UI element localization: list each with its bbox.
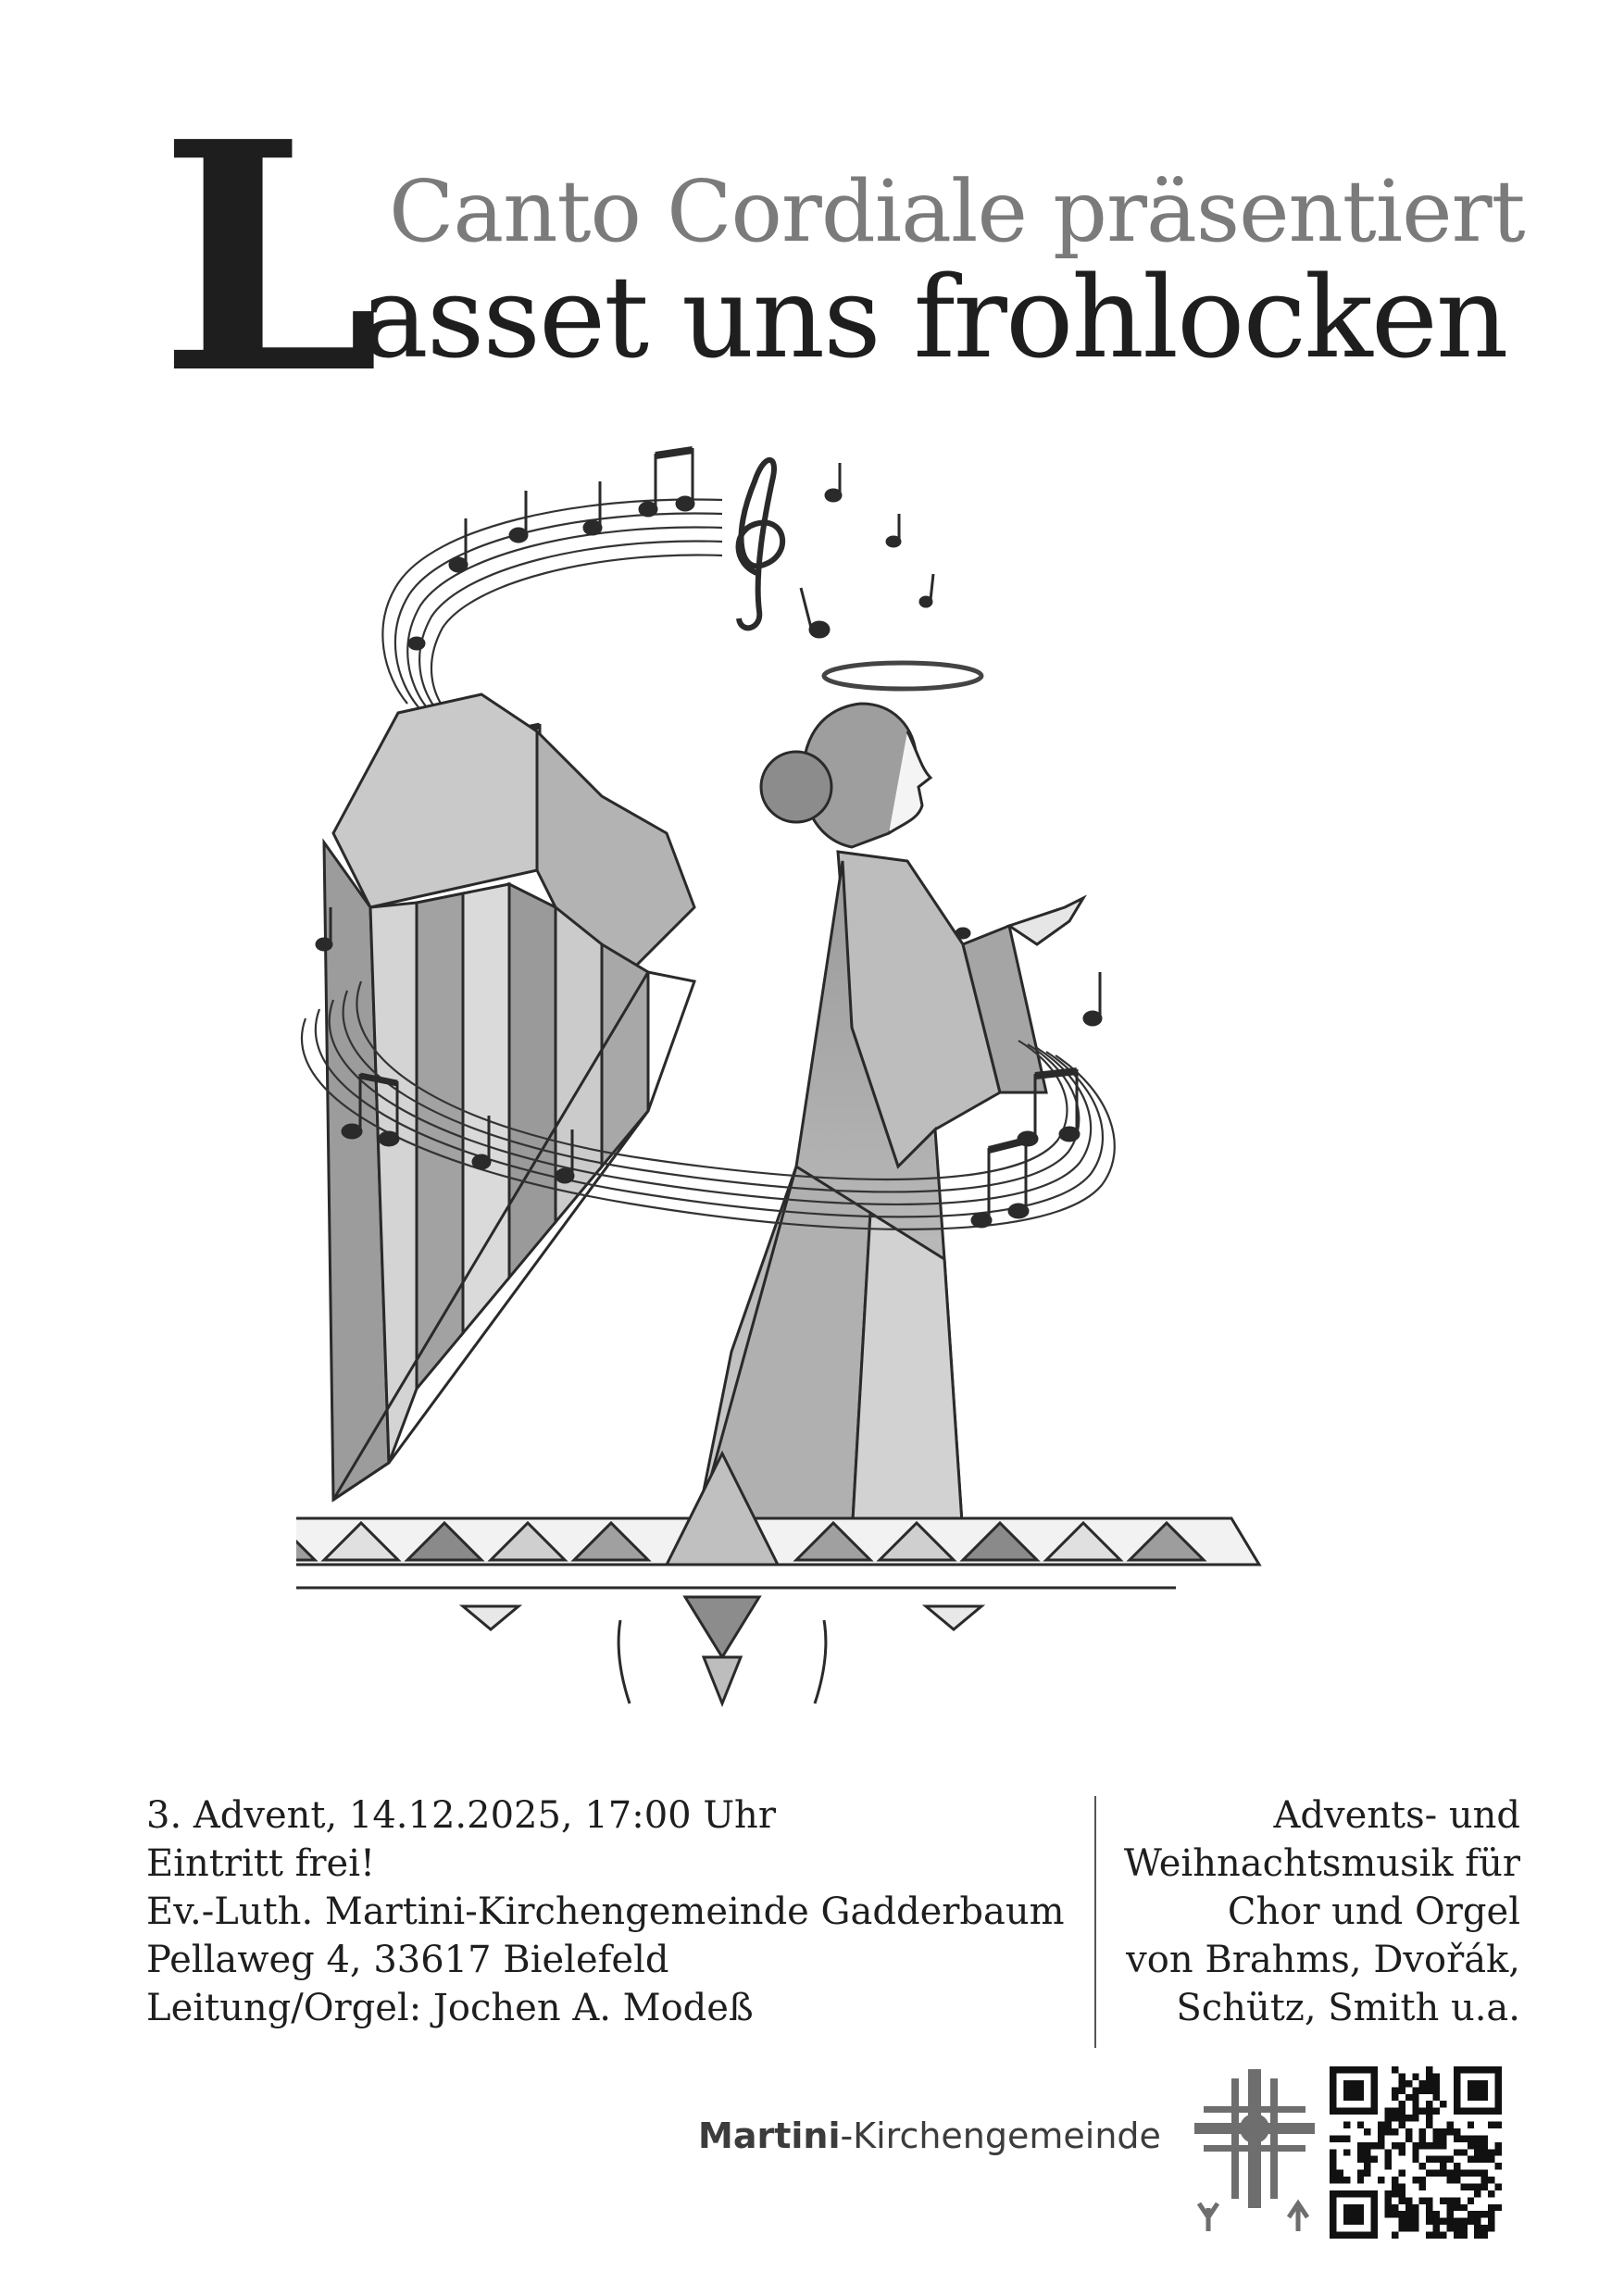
halo — [824, 663, 981, 689]
church-name-bold: Martini — [698, 2115, 841, 2156]
event-venue: Ev.-Luth. Martini-Kirchengemeinde Gadderbaum — [146, 1890, 1065, 1933]
program-description — [1039, 1791, 1520, 2032]
floating-notes — [801, 463, 933, 637]
angel-wing — [324, 694, 694, 1500]
event-admission: Eintritt frei! — [146, 1842, 376, 1885]
event-address: Pellaweg 4, 33617 Bielefeld — [146, 1939, 669, 1981]
program-line: von Brahms, Dvořák, — [1126, 1939, 1520, 1981]
event-details — [146, 1791, 1072, 2032]
music-staff-top — [382, 500, 722, 718]
subtitle: Canto Cordiale präsentiert — [389, 162, 1525, 261]
church-name — [698, 2115, 1161, 2156]
program-line: Chor und Orgel — [1227, 1890, 1520, 1933]
qr-code[interactable] — [1330, 2066, 1502, 2239]
program-line: Weihnachtsmusik für — [1123, 1842, 1520, 1885]
angel-head — [761, 704, 931, 847]
event-director: Leitung/Orgel: Jochen A. Modeß — [146, 1987, 754, 2029]
program-line: Schütz, Smith u.a. — [1176, 1987, 1520, 2029]
angel-illustration — [296, 426, 1333, 1759]
program-line: Advents- und — [1273, 1794, 1520, 1837]
church-name-rest: -Kirchengemeinde — [840, 2115, 1161, 2156]
main-title: asset uns frohlocken — [361, 252, 1507, 383]
treble-clef-icon — [739, 460, 783, 628]
church-cross-icon — [1194, 2069, 1315, 2236]
title-initial-letter: L — [159, 74, 381, 443]
event-date: 3. Advent, 14.12.2025, 17:00 Uhr — [146, 1794, 776, 1837]
